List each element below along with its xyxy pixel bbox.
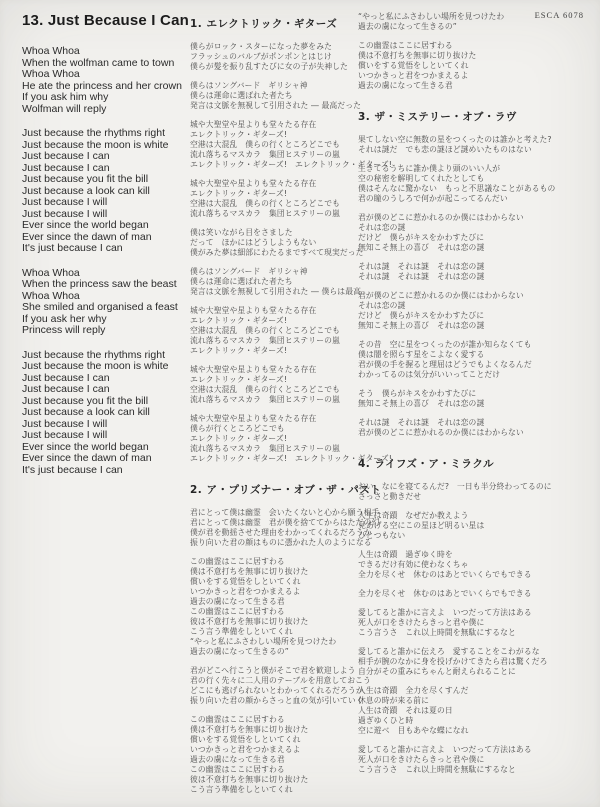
lyric-line: 僕が君を動揺させた理由をわかってくれるだろうか — [190, 528, 372, 537]
english-lyrics-column — [22, 12, 197, 489]
lyric-line: 休息の時が来る前に — [358, 696, 430, 705]
lyric-line: If you ask her why — [22, 312, 107, 325]
stanza — [22, 128, 197, 255]
lyric-line: 発言は文脈を無視して引用された ― 最高だった — [190, 101, 361, 110]
lyric-line: “やっと私にふさわしい場所を見つけたわ — [358, 12, 505, 21]
lyric-line: Princess will reply — [22, 324, 106, 336]
lyric-line: エレクトリック・ギターズ! — [190, 434, 288, 443]
lyric-line: 空港は大混乱 僕らの行くところどこでも — [190, 385, 341, 394]
lyric-line: Ever since the world began — [22, 219, 149, 231]
lyric-line: できるだけ有効に使わなくちゃ — [358, 560, 469, 569]
lyric-line: 流れ落ちるマスカラ 集団ヒステリーの嵐 — [190, 395, 340, 404]
lyric-line: 流れ落ちるマスカラ 集団ヒステリーの嵐 — [190, 209, 340, 218]
lyric-line: エレクトリック・ギターズ! — [190, 346, 288, 355]
lyric-line: 流れ落ちるマスカラ 集団ヒステリーの嵐 — [190, 150, 340, 159]
lyric-line: 城や大聖堂や星よりも堂々たる存在 — [190, 306, 317, 315]
lyric-line: If you ask him why — [22, 91, 109, 103]
stanza — [358, 686, 538, 736]
lyric-line: He ate the princess and her crown — [22, 79, 182, 92]
lyric-line: 僕らは運命に選ばれた者たち — [190, 91, 293, 100]
lyric-line: Wolfman will reply — [22, 102, 107, 115]
stanza — [22, 268, 197, 337]
lyric-line: それは謎 それは謎 それは恋の謎 — [358, 272, 485, 281]
lyric-line: この幽霊はここに居すわる — [190, 715, 285, 724]
stanza — [358, 135, 552, 155]
stanza — [358, 418, 538, 438]
stanza — [358, 389, 538, 409]
stanza — [190, 414, 392, 464]
lyric-line: エレクトリック・ギターズ! — [190, 130, 288, 139]
lyric-line: 空港は大混乱 僕らの行くところどこでも — [190, 199, 341, 208]
lyric-line: だけど 僕らがキスをかわすたびに — [358, 233, 485, 242]
lyric-line: それは謎だ でも恋の謎ほど謎めいたものはない — [358, 145, 532, 154]
lyric-line: エレクトリック・ギターズ! エレクトリック・ギターズ! — [190, 454, 392, 463]
lyric-line: いつかきっと君をつかまえるよ — [190, 745, 301, 754]
stanza — [190, 508, 380, 548]
lyric-line: Just because I can — [22, 371, 110, 384]
lyric-line: 過去の虜になって生きるの” — [190, 647, 289, 656]
lyric-line: Whoa Whoa — [22, 266, 80, 279]
stanza — [190, 306, 360, 356]
lyric-line: 発言は文脈を無視して引用された ― 僕らは最高 — [190, 287, 361, 296]
lyric-line: 生きてるうちに誰か僕より頭のいい人が — [358, 164, 501, 173]
stanza — [190, 715, 360, 795]
stanza — [358, 511, 538, 541]
lyric-line: 君にとって僕は幽霊 会いたくないと心から願う相手 — [190, 508, 380, 517]
lyric-line: Just because I can — [22, 383, 110, 395]
lyric-line: 僕は不意打ちを無事に切り抜けた — [190, 567, 309, 576]
lyric-line: 過去の虜になって生きる君 — [190, 755, 285, 764]
lyric-line: Whoa Whoa — [22, 289, 80, 302]
lyric-line: Just because I can — [22, 161, 110, 174]
lyric-line: こう言うさ これ以上時間を無駄にするなと — [358, 628, 516, 637]
lyric-line: こう言う準備をしといてくれ — [190, 785, 293, 794]
lyric-line: 見あげる空にこの星ほど明るい星は — [358, 521, 485, 530]
lyric-line: She smiled and organised a feast — [22, 301, 178, 313]
lyric-line: 愛してると誰かに言えよ いつだって方法はある — [358, 745, 532, 754]
lyric-line: 僕がみた夢は細部にわたるまですべて現実だった — [190, 248, 364, 257]
lyric-line: 全力を尽くせ 休むのはあとでいくらでもできる — [358, 570, 532, 579]
song-title-japanese: 1. エレクトリック・ギターズ — [190, 18, 338, 30]
lyric-line: 空港は大混乱 僕らの行くところどこでも — [190, 140, 341, 149]
lyric-line: Whoa Whoa — [22, 45, 80, 57]
lyric-line: When the princess saw the beast — [22, 278, 177, 290]
lyric-line: It's just because I can — [22, 242, 123, 254]
lyric-line: 僕らが髪を振り乱すたびに女の子が失神した — [190, 62, 348, 71]
lyric-line: It's just because I can — [22, 463, 123, 476]
lyric-line: 空に遊べ 目もあやな蝶になれ — [358, 726, 469, 735]
stanza — [190, 120, 392, 170]
lyric-line: 償いをする覚悟をしといてくれ — [358, 61, 469, 70]
lyric-line: Just because I will — [22, 196, 108, 208]
lyric-line: エレクトリック・ギターズ! — [190, 375, 288, 384]
lyric-line: 過去の虜になって生きる君 — [358, 81, 453, 90]
lyric-line: だけど 僕らがキスをかわすたびに — [358, 311, 485, 320]
lyric-line: 人生は奇蹟 過ぎゆく時を — [358, 550, 453, 559]
lyric-line: 城や大聖堂や星よりも堂々たる存在 — [190, 414, 317, 423]
lyric-line: フラッシュのバルブがポンポンとはじけ — [190, 52, 332, 61]
lyric-line: 愛してると誰かに伝えろ 愛することをこわがるな — [358, 647, 540, 656]
lyric-line: この幽霊はここに居すわる — [190, 765, 285, 774]
song-title-japanese: 2. ア・プリズナー・オブ・ザ・パスト — [190, 484, 382, 496]
stanza — [358, 164, 556, 204]
lyric-line: 僕は笑いながら目をさました — [190, 228, 293, 237]
lyric-line: こう言うさ これ以上時間を無駄にするなと — [358, 765, 516, 774]
lyric-line: 愛してると誰かに言えよ いつだって方法はある — [358, 608, 532, 617]
lyric-line: 彼は不意打ちを無事に切り抜けた — [190, 775, 309, 784]
lyric-line: Whoa Whoa — [22, 68, 80, 80]
lyric-line: Just because the moon is white — [22, 360, 169, 372]
english-lyrics-body — [22, 46, 197, 476]
stanza — [358, 550, 538, 580]
stanza — [358, 589, 538, 599]
lyric-line: Just because I can — [22, 150, 110, 162]
lyric-line: ひとつもない — [358, 531, 406, 540]
song-title-english: 13. Just Because I Can — [22, 12, 189, 29]
lyric-line: わかってるのは気分がいいってことだけ — [358, 370, 501, 379]
lyric-line: 人生は奇蹟 なぜだか教えよう — [358, 511, 469, 520]
lyric-line: 振り向いた君の顔はものに憑かれた人のようになる — [190, 538, 372, 547]
lyric-line: 過去の虜になって生きるの” — [358, 22, 457, 31]
lyric-line: 君が僕の手を握ると理屈はどうでもよくなるんだ — [358, 360, 532, 369]
lyric-line: こう言う準備をしといてくれ — [190, 627, 293, 636]
lyric-line: Just because a look can kill — [22, 184, 150, 197]
stanza — [190, 179, 360, 219]
lyric-line: 城や大聖堂や星よりも堂々たる存在 — [190, 365, 317, 374]
stanza — [190, 228, 364, 258]
lyric-line: Just because you fit the bill — [22, 173, 149, 185]
japanese-lyrics-column-2 — [358, 12, 556, 784]
lyric-line: 空港は大混乱 僕らの行くところどこでも — [190, 326, 341, 335]
lyric-line: 全力を尽くせ 休むのはあとでいくらでもできる — [358, 589, 532, 598]
lyric-line: 君にとって僕は幽霊 君が僕を捨ててからはただの幻 — [190, 518, 380, 527]
lyric-line: 流れ落ちるマスカラ 集団ヒステリーの嵐 — [190, 444, 340, 453]
stanza — [358, 608, 538, 638]
stanza — [358, 745, 538, 775]
lyric-line: それは恋の謎 — [358, 301, 406, 310]
lyric-line: 無知こそ無上の喜び それは恋の謎 — [358, 321, 485, 330]
lyric-line: 僕は不意打ちを無事に切り抜けた — [358, 51, 477, 60]
lyric-line: 僕らが行くところどこでも — [190, 424, 285, 433]
stanza — [190, 42, 360, 72]
stanza — [190, 81, 360, 111]
lyric-line: 無知こそ無上の喜び それは恋の謎 — [358, 399, 485, 408]
lyric-line: Just because a look can kill — [22, 406, 150, 418]
stanza — [190, 365, 360, 405]
lyric-line: 僕らは運命に選ばれた者たち — [190, 277, 293, 286]
lyric-line: 過ぎゆくひと時 — [358, 716, 414, 725]
lyric-line: Just because the moon is white — [22, 138, 169, 151]
lyric-line: Just because the rhythms right — [22, 348, 165, 361]
lyric-line: いつかきっと君をつかまえるよ — [358, 71, 469, 80]
lyric-line: 振り向いた君の顔からさっと血の気が引いていく — [190, 696, 364, 705]
lyric-line: 人生は奇蹟 それは夏の日 — [358, 706, 453, 715]
stanza — [358, 340, 538, 380]
stanza — [358, 213, 538, 253]
lyric-line: 自分がその重みにちゃんと耐えられることに — [358, 667, 516, 676]
lyric-line: Ever since the dawn of man — [22, 452, 152, 464]
lyric-line: “やっと私にふさわしい場所を見つけたわ — [190, 637, 337, 646]
lyric-line: この幽霊はここに居すわる — [190, 607, 285, 616]
lyric-line: それは謎 それは謎 それは恋の謎 — [358, 418, 485, 427]
song-title-japanese: 3. ザ・ミステリー・オブ・ラヴ — [358, 111, 517, 123]
stanza — [358, 262, 538, 282]
lyric-line: Just because I will — [22, 429, 108, 441]
lyric-line: 流れ落ちるマスカラ 集団ヒステリーの嵐 — [190, 336, 340, 345]
stanza — [22, 46, 197, 115]
lyric-line: 僕は不意打ちを無事に切り抜けた — [190, 725, 309, 734]
lyric-line: Ever since the world began — [22, 440, 149, 453]
stanza — [190, 666, 371, 706]
lyric-line: 無知こそ無上の喜び それは恋の謎 — [358, 243, 485, 252]
lyric-line: Just because I will — [22, 417, 108, 430]
lyric-line: Just because I will — [22, 207, 108, 220]
stanza — [22, 350, 197, 477]
lyric-line: 償いをする覚悟をしといてくれ — [190, 577, 301, 586]
lyric-line: 君が僕のどこに惹かれるのか僕にはわからない — [358, 213, 524, 222]
lyric-line: Just because the rhythms right — [22, 127, 165, 139]
catalog-number: ESCA 6078 — [534, 10, 584, 20]
stanza — [190, 267, 360, 297]
lyric-line: 過去の虜になって生きる君 — [190, 597, 285, 606]
stanza — [190, 557, 360, 657]
lyric-line: どこにも逃げられないとわかってくれるだろうか — [190, 686, 364, 695]
lyric-line: 相手が腕のなかに身を投げかけてきたら君は驚くだろ — [358, 657, 548, 666]
lyric-line: だって ほかにはどうしようもない — [190, 238, 317, 247]
lyric-line: そう 僕らがキスをかわすたびに — [358, 389, 477, 398]
lyric-line: 君の瞳のうしろで何かが起こってるんだい — [358, 194, 508, 203]
lyric-line: 君の行く先々に二人用のテーブルを用意しておこう — [190, 676, 371, 685]
lyric-line: その昔 空に星をつくったのが誰か知らなくても — [358, 340, 532, 349]
lyric-line: おい なにを寝てるんだ? 一日も半分終わってるのに — [358, 482, 552, 491]
lyric-line: エレクトリック・ギターズ! エレクトリック・ギターズ! — [190, 160, 392, 169]
lyric-line: Ever since the dawn of man — [22, 230, 152, 243]
stanza — [358, 291, 538, 331]
lyric-line: エレクトリック・ギターズ! — [190, 316, 288, 325]
lyric-line: When the wolfman came to town — [22, 56, 175, 69]
lyric-line: 僕らはソングバード ギリシャ神 — [190, 267, 308, 276]
lyric-line: 空の秘密を解明してくれたとしても — [358, 174, 485, 183]
lyric-line: 城や大聖堂や星よりも堂々たる存在 — [190, 120, 317, 129]
lyric-line: 果てしない空に無数の星をつくったのは誰かと考えた? — [358, 135, 552, 144]
lyric-line: それは恋の謎 — [358, 223, 406, 232]
stanza — [358, 12, 538, 32]
stanza — [358, 482, 552, 502]
lyric-line: 城や大聖堂や星よりも堂々たる存在 — [190, 179, 317, 188]
lyric-line: さっさと動きだせ — [358, 492, 422, 501]
lyric-line: 償いをする覚悟をしといてくれ — [190, 735, 301, 744]
lyric-line: 君が僕のどこに惹かれるのか僕にはわからない — [358, 291, 524, 300]
lyric-line: 僕は闇を照らす星をこよなく愛する — [358, 350, 485, 359]
lyric-line: 僕らはソングバード ギリシャ神 — [190, 81, 308, 90]
lyric-line: いつかきっと君をつかまえるよ — [190, 587, 301, 596]
stanza — [358, 41, 538, 91]
lyric-line: 彼は不意打ちを無事に切り抜けた — [190, 617, 309, 626]
lyric-line: 死人が口をきけたらきっと君や僕に — [358, 755, 485, 764]
stanza — [358, 647, 548, 677]
lyric-line: 僕はそんなに驚かない もっと不思議なことがあるもの — [358, 184, 556, 193]
lyric-line: 死人が口をきけたらきっと君や僕に — [358, 618, 485, 627]
lyric-line: 君がどこへ行こうと僕がそこで君を歓迎しよう — [190, 666, 356, 675]
lyric-line: 僕らがロック・スターになった夢をみた — [190, 42, 332, 51]
song-title-japanese: 4. ライフズ・ア・ミラクル — [358, 458, 495, 470]
lyric-line: この幽霊はここに居すわる — [358, 41, 453, 50]
lyric-line: それは謎 それは謎 それは恋の謎 — [358, 262, 485, 271]
lyric-line: 君が僕のどこに惹かれるのか僕にはわからない — [358, 428, 524, 437]
lyric-line: 人生は奇蹟 全力を尽くすんだ — [358, 686, 469, 695]
lyric-line: Just because you fit the bill — [22, 394, 149, 407]
lyric-line: この幽霊はここに居すわる — [190, 557, 285, 566]
lyric-line: エレクトリック・ギターズ! — [190, 189, 288, 198]
